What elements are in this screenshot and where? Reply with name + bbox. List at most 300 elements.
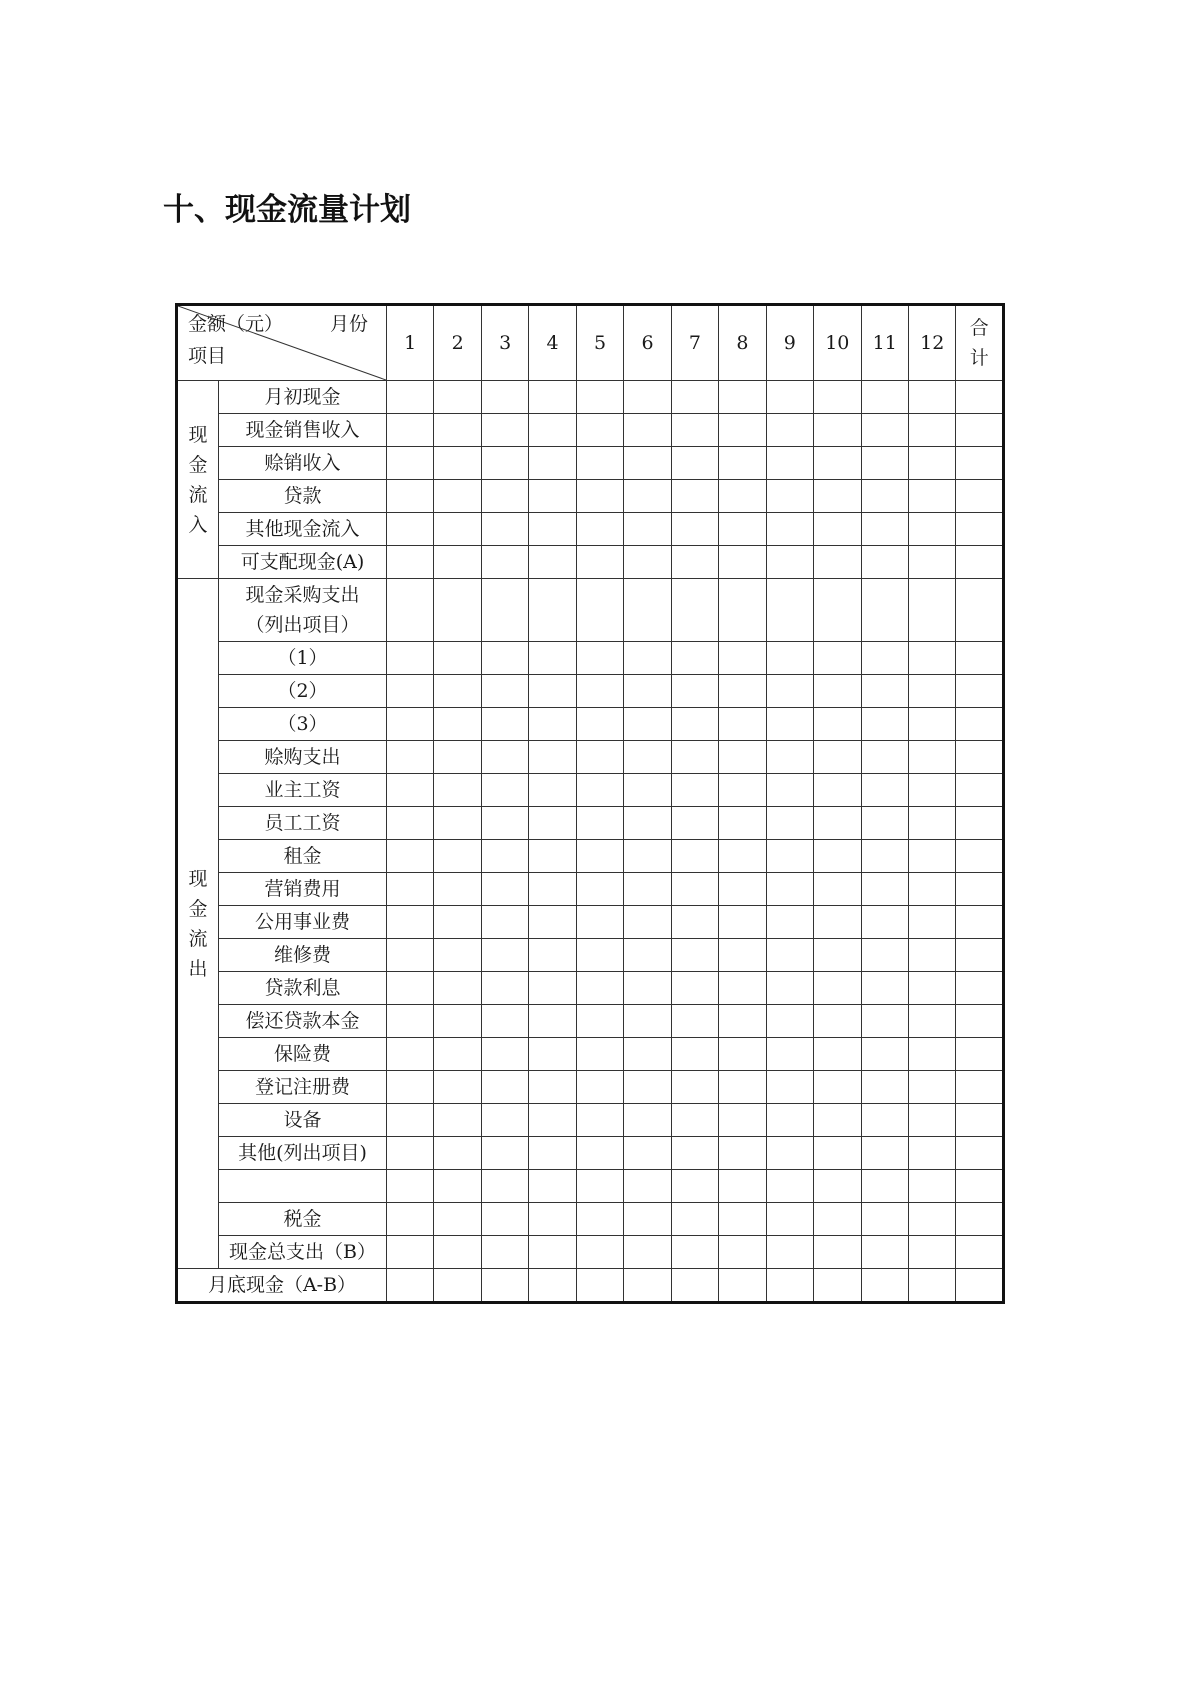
table-cell[interactable] (908, 1137, 955, 1170)
table-cell[interactable] (576, 1038, 623, 1071)
table-cell[interactable] (529, 579, 576, 642)
table-cell[interactable] (908, 906, 955, 939)
table-cell[interactable] (624, 873, 671, 906)
table-cell[interactable] (766, 579, 813, 642)
table-cell[interactable] (766, 807, 813, 840)
table-cell[interactable] (671, 906, 718, 939)
table-cell[interactable] (766, 741, 813, 774)
table-cell[interactable] (908, 675, 955, 708)
table-cell[interactable] (814, 1170, 861, 1203)
table-cell[interactable] (766, 1137, 813, 1170)
table-cell[interactable] (481, 381, 528, 414)
table-cell[interactable] (719, 939, 766, 972)
table-cell[interactable] (861, 1104, 908, 1137)
table-cell[interactable] (671, 546, 718, 579)
table-cell[interactable] (576, 1170, 623, 1203)
table-cell[interactable] (814, 840, 861, 873)
table-cell[interactable] (624, 1005, 671, 1038)
table-cell[interactable] (387, 513, 434, 546)
table-cell[interactable] (434, 774, 481, 807)
table-cell[interactable] (576, 1269, 623, 1303)
table-cell[interactable] (956, 480, 1004, 513)
table-cell[interactable] (529, 1236, 576, 1269)
table-cell[interactable] (624, 708, 671, 741)
table-cell[interactable] (387, 1038, 434, 1071)
table-cell[interactable] (908, 873, 955, 906)
table-cell[interactable] (956, 1170, 1004, 1203)
table-cell[interactable] (671, 675, 718, 708)
table-cell[interactable] (908, 972, 955, 1005)
table-cell[interactable] (956, 708, 1004, 741)
table-cell[interactable] (434, 873, 481, 906)
table-cell[interactable] (671, 1104, 718, 1137)
table-cell[interactable] (576, 414, 623, 447)
table-cell[interactable] (481, 1071, 528, 1104)
table-cell[interactable] (719, 381, 766, 414)
table-cell[interactable] (624, 381, 671, 414)
table-cell[interactable] (481, 906, 528, 939)
table-cell[interactable] (434, 906, 481, 939)
table-cell[interactable] (814, 642, 861, 675)
table-cell[interactable] (576, 972, 623, 1005)
table-cell[interactable] (481, 840, 528, 873)
table-cell[interactable] (434, 1038, 481, 1071)
table-cell[interactable] (481, 642, 528, 675)
table-cell[interactable] (956, 807, 1004, 840)
table-cell[interactable] (624, 513, 671, 546)
table-cell[interactable] (766, 546, 813, 579)
table-cell[interactable] (481, 480, 528, 513)
table-cell[interactable] (387, 1104, 434, 1137)
table-cell[interactable] (624, 1236, 671, 1269)
table-cell[interactable] (576, 642, 623, 675)
table-cell[interactable] (956, 972, 1004, 1005)
table-cell[interactable] (434, 939, 481, 972)
table-cell[interactable] (956, 1269, 1004, 1303)
table-cell[interactable] (434, 741, 481, 774)
table-cell[interactable] (434, 840, 481, 873)
table-cell[interactable] (624, 447, 671, 480)
table-cell[interactable] (814, 708, 861, 741)
table-cell[interactable] (481, 1203, 528, 1236)
table-cell[interactable] (387, 972, 434, 1005)
table-cell[interactable] (671, 1005, 718, 1038)
table-cell[interactable] (814, 579, 861, 642)
table-cell[interactable] (814, 480, 861, 513)
table-cell[interactable] (529, 1137, 576, 1170)
table-cell[interactable] (908, 741, 955, 774)
table-cell[interactable] (956, 579, 1004, 642)
table-cell[interactable] (861, 1005, 908, 1038)
table-cell[interactable] (956, 741, 1004, 774)
table-cell[interactable] (529, 840, 576, 873)
table-cell[interactable] (766, 381, 813, 414)
table-cell[interactable] (908, 1005, 955, 1038)
table-cell[interactable] (814, 807, 861, 840)
table-cell[interactable] (387, 807, 434, 840)
table-cell[interactable] (529, 414, 576, 447)
table-cell[interactable] (434, 414, 481, 447)
table-cell[interactable] (956, 774, 1004, 807)
table-cell[interactable] (576, 1203, 623, 1236)
table-cell[interactable] (814, 1269, 861, 1303)
table-cell[interactable] (671, 414, 718, 447)
table-cell[interactable] (766, 1170, 813, 1203)
table-cell[interactable] (861, 579, 908, 642)
table-cell[interactable] (766, 414, 813, 447)
table-cell[interactable] (481, 675, 528, 708)
table-cell[interactable] (529, 972, 576, 1005)
table-cell[interactable] (719, 1269, 766, 1303)
table-cell[interactable] (814, 546, 861, 579)
table-cell[interactable] (861, 840, 908, 873)
table-cell[interactable] (576, 1236, 623, 1269)
table-cell[interactable] (671, 873, 718, 906)
table-cell[interactable] (529, 1104, 576, 1137)
table-cell[interactable] (766, 1005, 813, 1038)
table-cell[interactable] (576, 480, 623, 513)
table-cell[interactable] (529, 906, 576, 939)
table-cell[interactable] (956, 1137, 1004, 1170)
table-cell[interactable] (956, 873, 1004, 906)
table-cell[interactable] (529, 939, 576, 972)
table-cell[interactable] (814, 873, 861, 906)
table-cell[interactable] (671, 972, 718, 1005)
table-cell[interactable] (671, 1137, 718, 1170)
table-cell[interactable] (766, 1071, 813, 1104)
table-cell[interactable] (576, 939, 623, 972)
table-cell[interactable] (814, 1038, 861, 1071)
table-cell[interactable] (719, 1038, 766, 1071)
table-cell[interactable] (956, 939, 1004, 972)
table-cell[interactable] (908, 840, 955, 873)
table-cell[interactable] (387, 1005, 434, 1038)
table-cell[interactable] (814, 1203, 861, 1236)
table-cell[interactable] (861, 774, 908, 807)
table-cell[interactable] (671, 513, 718, 546)
table-cell[interactable] (671, 774, 718, 807)
table-cell[interactable] (956, 1005, 1004, 1038)
table-cell[interactable] (956, 546, 1004, 579)
table-cell[interactable] (766, 1203, 813, 1236)
table-cell[interactable] (908, 447, 955, 480)
table-cell[interactable] (671, 1071, 718, 1104)
table-cell[interactable] (387, 1236, 434, 1269)
table-cell[interactable] (814, 939, 861, 972)
table-cell[interactable] (387, 642, 434, 675)
table-cell[interactable] (624, 414, 671, 447)
table-cell[interactable] (387, 1170, 434, 1203)
table-cell[interactable] (434, 381, 481, 414)
table-cell[interactable] (861, 447, 908, 480)
table-cell[interactable] (719, 1104, 766, 1137)
table-cell[interactable] (481, 741, 528, 774)
table-cell[interactable] (861, 414, 908, 447)
table-cell[interactable] (908, 546, 955, 579)
table-cell[interactable] (861, 741, 908, 774)
table-cell[interactable] (956, 906, 1004, 939)
table-cell[interactable] (576, 840, 623, 873)
table-cell[interactable] (814, 774, 861, 807)
table-cell[interactable] (861, 1236, 908, 1269)
table-cell[interactable] (861, 1038, 908, 1071)
table-cell[interactable] (481, 1137, 528, 1170)
table-cell[interactable] (908, 513, 955, 546)
table-cell[interactable] (576, 381, 623, 414)
table-cell[interactable] (719, 513, 766, 546)
table-cell[interactable] (671, 447, 718, 480)
table-cell[interactable] (671, 708, 718, 741)
table-cell[interactable] (814, 906, 861, 939)
table-cell[interactable] (956, 447, 1004, 480)
table-cell[interactable] (908, 807, 955, 840)
table-cell[interactable] (481, 708, 528, 741)
table-cell[interactable] (861, 708, 908, 741)
table-cell[interactable] (434, 972, 481, 1005)
table-cell[interactable] (766, 873, 813, 906)
table-cell[interactable] (671, 1236, 718, 1269)
table-cell[interactable] (719, 1137, 766, 1170)
table-cell[interactable] (481, 972, 528, 1005)
table-cell[interactable] (387, 1071, 434, 1104)
table-cell[interactable] (529, 480, 576, 513)
table-cell[interactable] (814, 513, 861, 546)
table-cell[interactable] (908, 1104, 955, 1137)
table-cell[interactable] (529, 807, 576, 840)
table-cell[interactable] (529, 741, 576, 774)
table-cell[interactable] (387, 873, 434, 906)
table-cell[interactable] (481, 414, 528, 447)
table-cell[interactable] (481, 1236, 528, 1269)
table-cell[interactable] (529, 873, 576, 906)
table-cell[interactable] (814, 741, 861, 774)
table-cell[interactable] (908, 1170, 955, 1203)
table-cell[interactable] (814, 1071, 861, 1104)
table-cell[interactable] (766, 1038, 813, 1071)
table-cell[interactable] (481, 1104, 528, 1137)
table-cell[interactable] (719, 414, 766, 447)
table-cell[interactable] (671, 642, 718, 675)
table-cell[interactable] (387, 546, 434, 579)
table-cell[interactable] (576, 1137, 623, 1170)
table-cell[interactable] (434, 1071, 481, 1104)
table-cell[interactable] (766, 447, 813, 480)
table-cell[interactable] (671, 939, 718, 972)
table-cell[interactable] (481, 513, 528, 546)
table-cell[interactable] (434, 807, 481, 840)
table-cell[interactable] (434, 447, 481, 480)
table-cell[interactable] (481, 1038, 528, 1071)
table-cell[interactable] (624, 939, 671, 972)
table-cell[interactable] (481, 1005, 528, 1038)
table-cell[interactable] (624, 1071, 671, 1104)
table-cell[interactable] (719, 774, 766, 807)
table-cell[interactable] (624, 1203, 671, 1236)
table-cell[interactable] (719, 675, 766, 708)
table-cell[interactable] (814, 1005, 861, 1038)
table-cell[interactable] (387, 1269, 434, 1303)
table-cell[interactable] (719, 708, 766, 741)
table-cell[interactable] (719, 447, 766, 480)
table-cell[interactable] (814, 675, 861, 708)
table-cell[interactable] (766, 1104, 813, 1137)
table-cell[interactable] (908, 642, 955, 675)
table-cell[interactable] (481, 807, 528, 840)
table-cell[interactable] (434, 579, 481, 642)
table-cell[interactable] (908, 1038, 955, 1071)
table-cell[interactable] (529, 1203, 576, 1236)
table-cell[interactable] (861, 939, 908, 972)
table-cell[interactable] (766, 642, 813, 675)
table-cell[interactable] (387, 741, 434, 774)
table-cell[interactable] (719, 840, 766, 873)
table-cell[interactable] (814, 414, 861, 447)
table-cell[interactable] (434, 642, 481, 675)
table-cell[interactable] (387, 939, 434, 972)
table-cell[interactable] (576, 1104, 623, 1137)
table-cell[interactable] (624, 546, 671, 579)
table-cell[interactable] (624, 807, 671, 840)
table-cell[interactable] (576, 1005, 623, 1038)
table-cell[interactable] (908, 1269, 955, 1303)
table-cell[interactable] (956, 675, 1004, 708)
table-cell[interactable] (861, 1269, 908, 1303)
table-cell[interactable] (387, 675, 434, 708)
table-cell[interactable] (624, 1170, 671, 1203)
table-cell[interactable] (529, 513, 576, 546)
table-cell[interactable] (624, 1104, 671, 1137)
table-cell[interactable] (671, 1038, 718, 1071)
table-cell[interactable] (576, 906, 623, 939)
table-cell[interactable] (434, 513, 481, 546)
table-cell[interactable] (529, 708, 576, 741)
table-cell[interactable] (861, 381, 908, 414)
table-cell[interactable] (481, 546, 528, 579)
table-cell[interactable] (387, 381, 434, 414)
table-cell[interactable] (387, 906, 434, 939)
table-cell[interactable] (624, 1038, 671, 1071)
table-cell[interactable] (766, 480, 813, 513)
table-cell[interactable] (481, 447, 528, 480)
table-cell[interactable] (956, 414, 1004, 447)
table-cell[interactable] (908, 708, 955, 741)
table-cell[interactable] (576, 873, 623, 906)
table-cell[interactable] (434, 1137, 481, 1170)
table-cell[interactable] (624, 906, 671, 939)
table-cell[interactable] (434, 1005, 481, 1038)
table-cell[interactable] (908, 939, 955, 972)
table-cell[interactable] (624, 1269, 671, 1303)
table-cell[interactable] (861, 1170, 908, 1203)
table-cell[interactable] (908, 1203, 955, 1236)
table-cell[interactable] (956, 1236, 1004, 1269)
table-cell[interactable] (719, 873, 766, 906)
table-cell[interactable] (719, 546, 766, 579)
table-cell[interactable] (719, 579, 766, 642)
table-cell[interactable] (576, 774, 623, 807)
table-cell[interactable] (576, 675, 623, 708)
table-cell[interactable] (434, 1236, 481, 1269)
table-cell[interactable] (671, 1269, 718, 1303)
table-cell[interactable] (387, 480, 434, 513)
table-cell[interactable] (671, 579, 718, 642)
table-cell[interactable] (529, 1269, 576, 1303)
table-cell[interactable] (766, 675, 813, 708)
table-cell[interactable] (908, 381, 955, 414)
table-cell[interactable] (624, 840, 671, 873)
table-cell[interactable] (387, 708, 434, 741)
table-cell[interactable] (576, 708, 623, 741)
table-cell[interactable] (719, 1203, 766, 1236)
table-cell[interactable] (387, 1203, 434, 1236)
table-cell[interactable] (814, 1137, 861, 1170)
table-cell[interactable] (908, 1236, 955, 1269)
table-cell[interactable] (576, 447, 623, 480)
table-cell[interactable] (481, 939, 528, 972)
table-cell[interactable] (766, 972, 813, 1005)
table-cell[interactable] (861, 642, 908, 675)
table-cell[interactable] (481, 1170, 528, 1203)
table-cell[interactable] (956, 1104, 1004, 1137)
table-cell[interactable] (719, 1236, 766, 1269)
table-cell[interactable] (908, 1071, 955, 1104)
table-cell[interactable] (624, 675, 671, 708)
table-cell[interactable] (529, 1170, 576, 1203)
table-cell[interactable] (956, 381, 1004, 414)
table-cell[interactable] (719, 480, 766, 513)
table-cell[interactable] (624, 972, 671, 1005)
table-cell[interactable] (671, 807, 718, 840)
table-cell[interactable] (861, 1203, 908, 1236)
table-cell[interactable] (387, 579, 434, 642)
table-cell[interactable] (387, 414, 434, 447)
table-cell[interactable] (719, 906, 766, 939)
table-cell[interactable] (766, 1269, 813, 1303)
table-cell[interactable] (814, 1236, 861, 1269)
table-cell[interactable] (908, 414, 955, 447)
table-cell[interactable] (529, 774, 576, 807)
table-cell[interactable] (434, 1104, 481, 1137)
table-cell[interactable] (529, 546, 576, 579)
table-cell[interactable] (576, 579, 623, 642)
table-cell[interactable] (956, 642, 1004, 675)
table-cell[interactable] (529, 1071, 576, 1104)
table-cell[interactable] (908, 480, 955, 513)
table-cell[interactable] (576, 807, 623, 840)
table-cell[interactable] (671, 1170, 718, 1203)
table-cell[interactable] (529, 675, 576, 708)
table-cell[interactable] (861, 1071, 908, 1104)
table-cell[interactable] (956, 1038, 1004, 1071)
table-cell[interactable] (719, 642, 766, 675)
table-cell[interactable] (624, 579, 671, 642)
table-cell[interactable] (719, 972, 766, 1005)
table-cell[interactable] (481, 579, 528, 642)
table-cell[interactable] (434, 546, 481, 579)
table-cell[interactable] (766, 939, 813, 972)
table-cell[interactable] (576, 546, 623, 579)
table-cell[interactable] (814, 447, 861, 480)
table-cell[interactable] (529, 381, 576, 414)
table-cell[interactable] (861, 1137, 908, 1170)
table-cell[interactable] (719, 1071, 766, 1104)
table-cell[interactable] (529, 1038, 576, 1071)
table-cell[interactable] (434, 1203, 481, 1236)
table-cell[interactable] (434, 1269, 481, 1303)
table-cell[interactable] (624, 741, 671, 774)
table-cell[interactable] (387, 774, 434, 807)
table-cell[interactable] (719, 1005, 766, 1038)
